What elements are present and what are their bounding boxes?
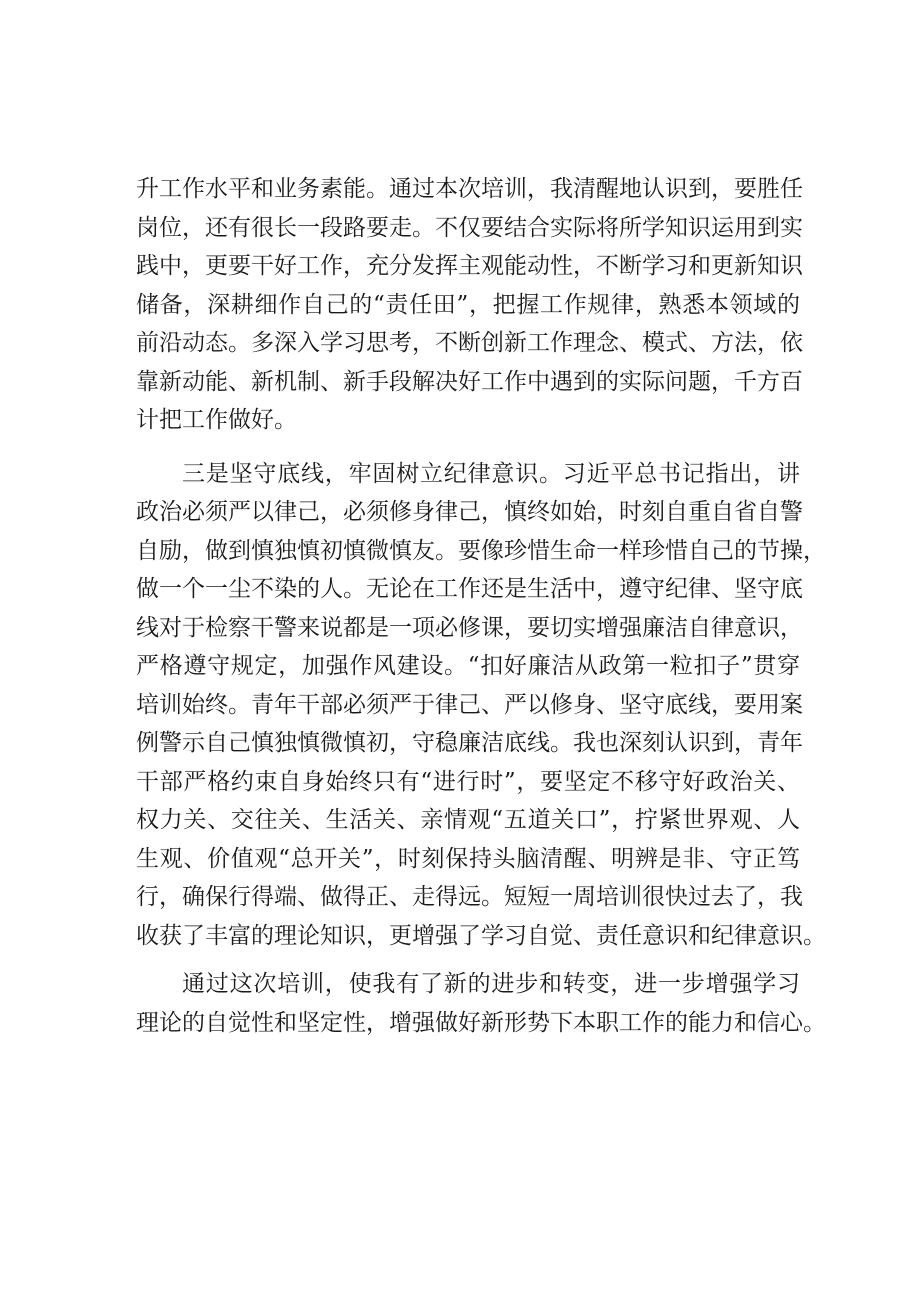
paragraph-line: 权力关、交往关、生活关、亲情观“五道关口”，拧紧世界观、人	[136, 807, 800, 833]
paragraph-line: 践中，更要干好工作，充分发挥主观能动性，不断学习和更新知识	[136, 253, 803, 279]
paragraph-line: 岗位，还有很长一段路要走。不仅要结合实际将所学知识运用到实	[136, 214, 803, 241]
paragraph-line: 行，确保行得端、做得正、走得远。短短一周培训很快过去了，我	[136, 884, 803, 910]
paragraph-line: 前沿动态。多深入学习思考，不断创新工作理念、模式、方法，依	[136, 330, 803, 356]
document-body	[136, 170, 826, 1042]
paragraph-spacer	[136, 440, 800, 455]
paragraph-line: 升工作水平和业务素能。通过本次培训，我清醒地认识到，要胜任	[136, 176, 803, 202]
paragraph-line: 理论的自觉性和坚定性，增强做好新形势下本职工作的能力和信心。	[136, 1009, 826, 1036]
paragraph-line: 例警示自己慎独慎微慎初，守稳廉洁底线。我也深刻认识到，青年	[136, 730, 803, 756]
paragraph-line: 收获了丰富的理论知识，更增强了学习自觉、责任意识和纪律意识。	[136, 922, 826, 949]
paragraph-line: 培训始终。青年干部必须严于律己、严以修身、坚守底线，要用案	[136, 691, 803, 718]
paragraph-line: 靠新动能、新机制、新手段解决好工作中遇到的实际问题，千方百	[136, 368, 803, 395]
paragraph-line: 线对于检察干警来说都是一项必修课，要切实增强廉洁自律意识，	[136, 614, 803, 641]
paragraph-line: 严格遵守规定，加强作风建设。“扣好廉洁从政第一粒扣子”贯穿	[136, 653, 800, 679]
paragraph-line: 通过这次培训，使我有了新的进步和转变，进一步增强学习	[182, 971, 800, 997]
paragraph-line: 储备，深耕细作自己的“责任田”，把握工作规律，熟悉本领域的	[136, 291, 800, 318]
paragraph-line: 计把工作做好。	[136, 407, 297, 433]
paragraph-line: 做一个一尘不染的人。无论在工作还是生活中，遵守纪律、坚守底	[136, 576, 803, 602]
paragraph-1	[136, 170, 803, 440]
paragraph-line: 自励，做到慎独慎初慎微慎友。要像珍惜生命一样珍惜自己的节操，	[136, 537, 826, 564]
paragraph-line: 三是坚守底线，牢固树立纪律意识。习近平总书记指出，讲	[182, 460, 800, 487]
paragraph-line: 生观、价值观“总开关”，时刻保持头脑清醒、明辨是非、守正笃	[136, 845, 800, 872]
paragraph-3	[136, 965, 826, 1042]
paragraph-2	[136, 455, 826, 956]
paragraph-line: 干部严格约束自身始终只有“进行时”，要坚定不移守好政治关、	[136, 768, 800, 795]
paragraph-spacer	[136, 955, 800, 965]
paragraph-line: 政治必须严以律己，必须修身律己，慎终如始，时刻自重自省自警	[136, 499, 803, 525]
